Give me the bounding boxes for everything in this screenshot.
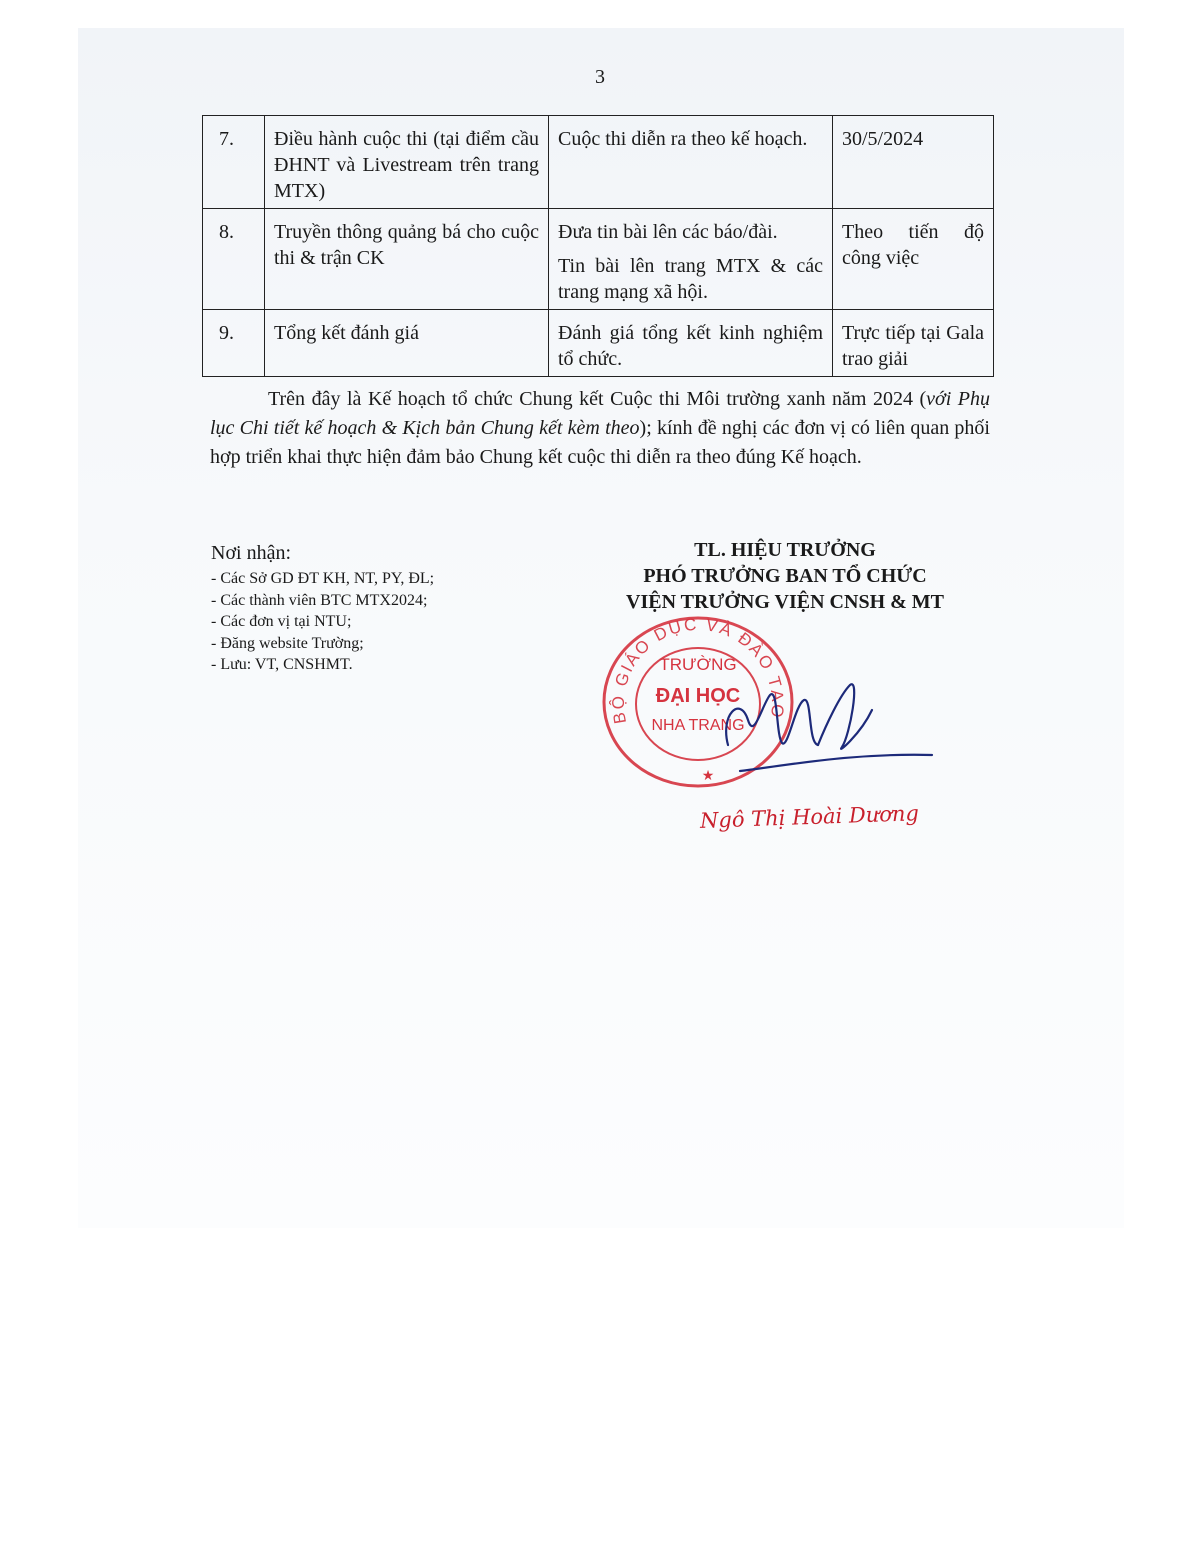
table-row bbox=[203, 310, 994, 377]
table-row bbox=[203, 116, 994, 209]
time-cell: Trực tiếp tại Gala trao giải bbox=[833, 310, 994, 377]
task-cell: Truyền thông quảng bá cho cuộc thi & trận CK bbox=[265, 209, 549, 310]
recipients-title: Nơi nhận: bbox=[211, 542, 292, 564]
task-cell: Điều hành cuộc thi (tại điểm cầu ĐHNT và Livestream trên trang MTX) bbox=[265, 116, 549, 209]
recipients-block bbox=[211, 540, 434, 676]
list-item: - Lưu: VT, CNSHMT. bbox=[211, 656, 353, 673]
row-number-cell: 8. bbox=[203, 209, 265, 310]
recipients-list bbox=[211, 568, 434, 676]
result-cell bbox=[549, 209, 833, 310]
result-cell: Cuộc thi diễn ra theo kế hoạch. bbox=[549, 116, 833, 209]
closing-paragraph: Trên đây là Kế hoạch tổ chức Chung kết Cuộc thi Môi trường xanh năm 2024 (với Phụ lục Chi tiết kế hoạch & Kịch bản Chung kết kèm theo); kính đề nghị các đơn vị có liên quan phối hợp triển khai thực hiện đảm bảo Chung kết cuộc thi diễn ra theo đúng Kế hoạch. bbox=[210, 388, 990, 468]
signature-title-block bbox=[585, 537, 985, 615]
row-number-cell: 9. bbox=[203, 310, 265, 377]
page-number: 3 bbox=[595, 66, 605, 88]
list-item: - Các Sở GD ĐT KH, NT, PY, ĐL; bbox=[211, 570, 435, 587]
star-icon: ★ bbox=[701, 769, 715, 784]
result-line: Tin bài lên trang MTX & các trang mạng xã hội. bbox=[558, 255, 823, 303]
stamp-text: NHA TRANG bbox=[651, 717, 745, 734]
row-number-cell: 7. bbox=[203, 116, 265, 209]
plan-table bbox=[202, 115, 994, 377]
appendix-reference: với Phụ lục Chi tiết kế hoạch & Kịch bản Chung kết kèm theo bbox=[210, 388, 990, 439]
list-item: - Các đơn vị tại NTU; bbox=[211, 613, 352, 630]
list-item: - Các thành viên BTC MTX2024; bbox=[211, 591, 428, 609]
list-item: - Đăng website Trường; bbox=[211, 634, 364, 652]
signature-title-line: VIỆN TRƯỞNG VIỆN CNSH & MT bbox=[626, 591, 944, 613]
signature-title-line: TL. HIỆU TRƯỞNG bbox=[694, 539, 876, 561]
stamp-ring-text: BỘ GIÁO DỤC VÀ ĐÀO TẠO bbox=[608, 614, 788, 726]
time-cell: 30/5/2024 bbox=[833, 116, 994, 209]
table-row bbox=[203, 209, 994, 310]
stamp-text: ĐẠI HỌC bbox=[655, 685, 741, 707]
result-cell: Đánh giá tổng kết kinh nghiệm tổ chức. bbox=[549, 310, 833, 377]
time-cell: Theo tiến độ công việc bbox=[833, 209, 994, 310]
stamp-text: TRƯỜNG bbox=[659, 655, 737, 674]
result-line: Đưa tin bài lên các báo/đài. bbox=[558, 221, 778, 243]
task-cell: Tổng kết đánh giá bbox=[265, 310, 549, 377]
signer-name: Ngô Thị Hoài Dương bbox=[699, 801, 920, 833]
handwritten-signature bbox=[700, 665, 940, 775]
signature-title-line: PHÓ TRƯỞNG BAN TỔ CHỨC bbox=[643, 565, 927, 587]
